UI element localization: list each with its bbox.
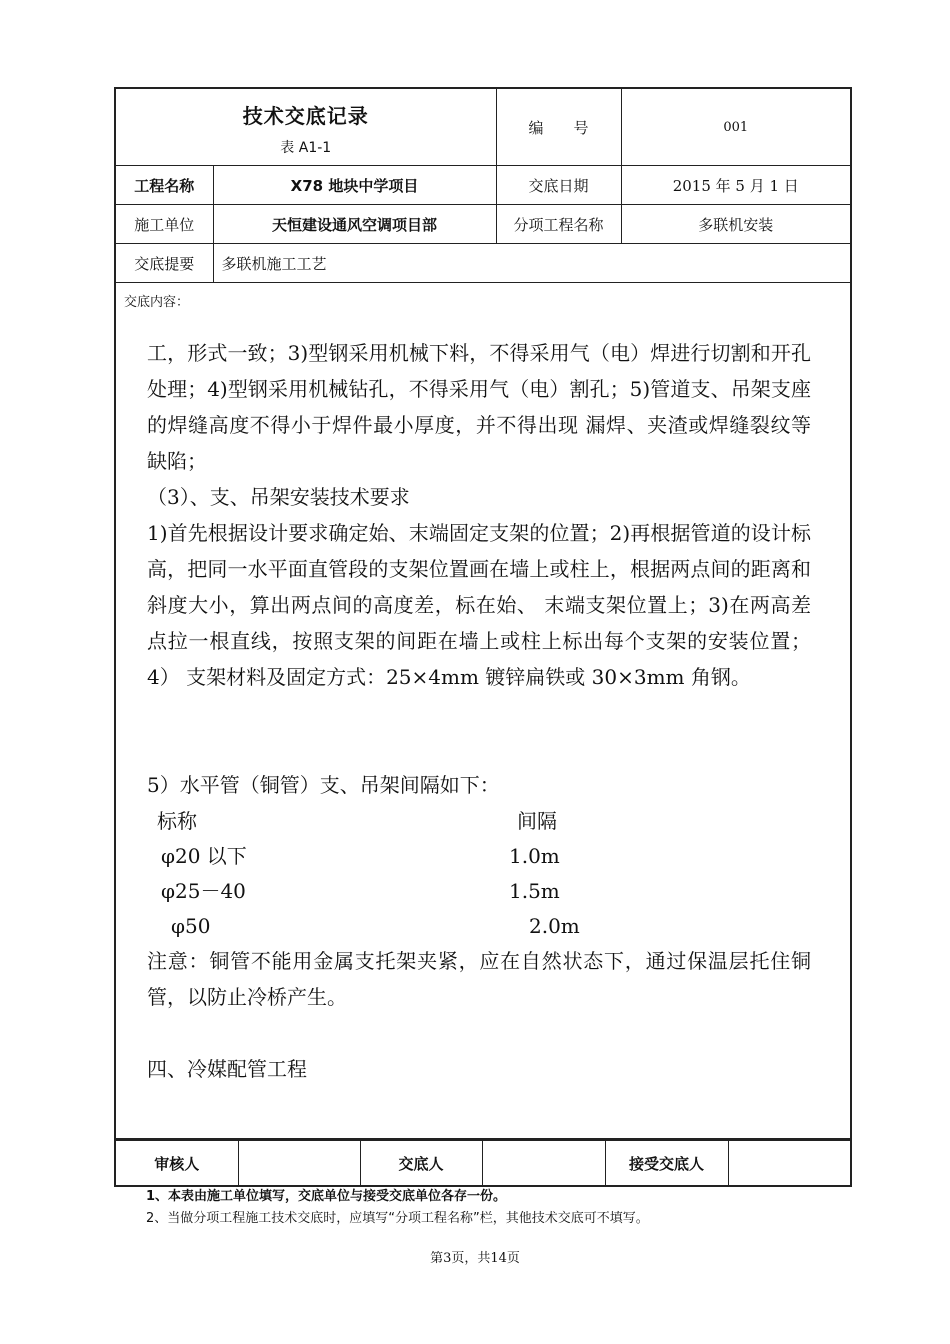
spec-spacing: 1.0m [509,843,560,868]
spec-header-spacing: 间隔 [517,808,557,833]
spec-row [147,908,811,943]
number-value: 001 [621,88,851,166]
discloser-label: 交底人 [360,1140,482,1186]
form-notes [146,1186,649,1230]
discloser-field[interactable] [482,1140,605,1186]
number-label: 编 号 [496,88,621,166]
spec-row [147,838,811,873]
contractor-label: 施工单位 [115,205,213,244]
subitem-value: 多联机安装 [621,205,851,244]
section-heading-4: 四、冷媒配管工程 [147,1057,307,1081]
reviewer-label: 审核人 [115,1140,238,1186]
spec-nominal: φ20 以下 [161,843,247,868]
spec-spacing: 2.0m [529,913,580,938]
form-table [114,87,852,1140]
project-name-label: 工程名称 [115,166,213,205]
form-title: 技术交底记录 [242,103,369,128]
receiver-label: 接受交底人 [605,1140,728,1186]
form-subtitle: 表 A1-1 [280,139,332,156]
title-cell [115,88,496,166]
spec-spacing: 1.5m [509,878,560,903]
content-body [147,335,811,1087]
paragraph-welding: 工，形式一致；3)型钢采用机械下料，不得采用气（电）焊进行切割和开孔处理；4)型钢采用机械钻孔，不得采用气（电）割孔；5)管道支、吊架支座的焊缝高度不得小于焊件最小厚度，并不得出现 漏焊、夹渣或焊缝裂纹等缺陷； [147,341,811,473]
section-heading-3: （3）、支、吊架安装技术要求 [147,485,410,509]
spacing-title: 5）水平管（铜管）支、吊架间隔如下： [147,773,500,797]
spec-nominal: φ25－40 [161,878,246,903]
page-number: 第3页，共14页 [430,1251,520,1266]
note-paragraph: 注意：铜管不能用金属支托架夹紧，应在自然状态下，通过保温层托住铜管，以防止冷桥产生。 [147,949,811,1009]
subitem-label: 分项工程名称 [496,205,621,244]
summary-label: 交底提要 [115,244,213,283]
spec-header-nominal: 标称 [157,808,197,833]
spec-row [147,873,811,908]
contractor-value: 天恒建设通风空调项目部 [213,205,496,244]
content-cell [115,283,851,1140]
signature-table [114,1139,852,1187]
note-2: 2、当做分项工程施工技术交底时，应填写“分项工程名称”栏，其他技术交底可不填写。 [146,1211,649,1226]
summary-value: 多联机施工工艺 [213,244,851,283]
paragraph-installation: 1)首先根据设计要求确定始、末端固定支架的位置；2)再根据管道的设计标高，把同一水平面直管段的支架位置画在墙上或柱上，根据两点间的距离和斜度大小，算出两点间的高度差，标在始、 末端支架位置上；3)在两高差点拉一根直线，按照支架的间距在墙上或柱上标出每个支架的安装位置；4） 支架材料及固定方式：25×4mm 镀锌扁铁或 30×3mm 角钢。 [147,521,811,689]
tech-disclosure-form [114,87,850,1187]
project-name-value: X78 地块中学项目 [213,166,496,205]
reviewer-field[interactable] [238,1140,360,1186]
receiver-field[interactable] [728,1140,851,1186]
spec-header-row [147,803,811,838]
date-label: 交底日期 [496,166,621,205]
note-1: 1、本表由施工单位填写，交底单位与接受交底单位各存一份。 [146,1189,507,1204]
spec-nominal: φ50 [171,913,211,938]
date-value: 2015 年 5 月 1 日 [621,166,851,205]
content-label: 交底内容： [124,295,190,310]
